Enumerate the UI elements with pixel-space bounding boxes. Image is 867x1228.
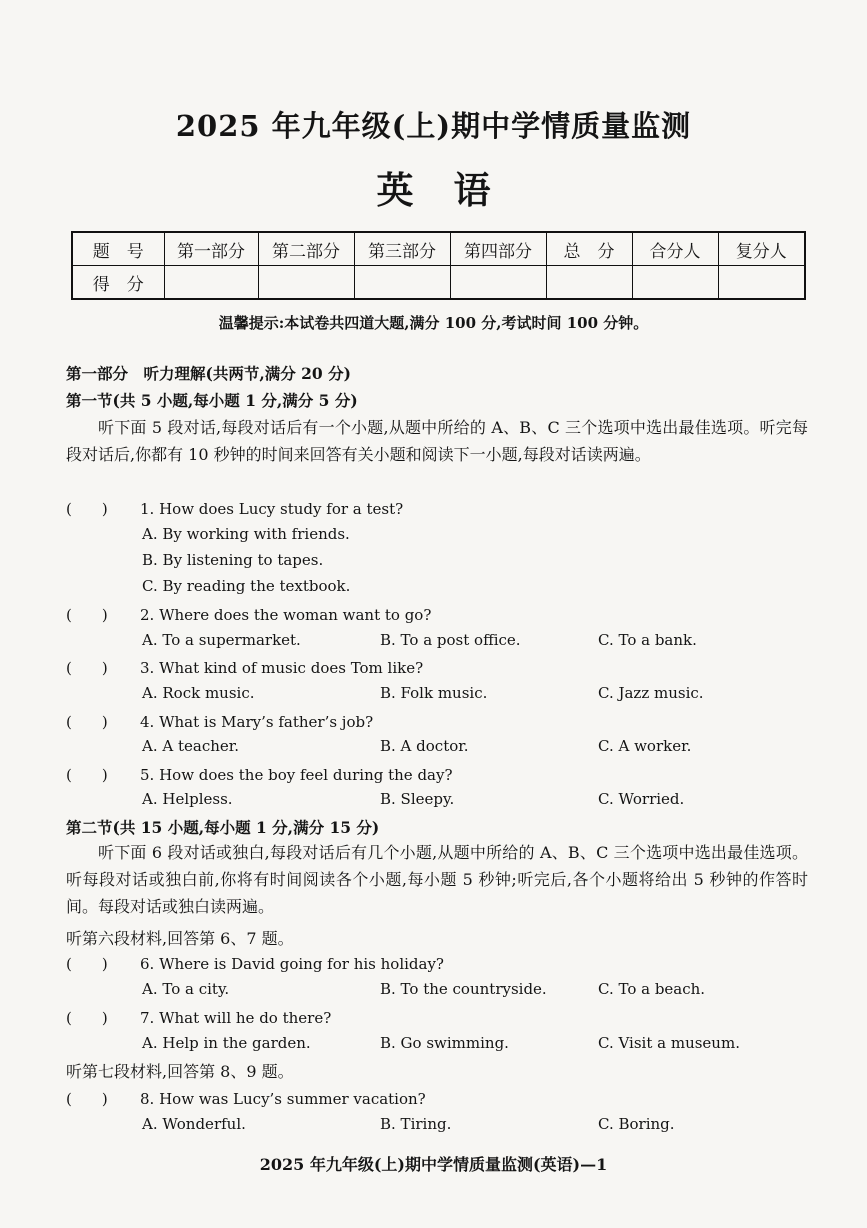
score-input-cell[interactable] bbox=[632, 266, 718, 300]
answer-blank[interactable]: ( ) bbox=[66, 606, 108, 624]
score-input-cell[interactable] bbox=[354, 266, 450, 300]
section1-instruction: 听下面 5 段对话,每段对话后有一个小题,从题中所给的 A、B、C 三个选项中选出最佳选项。听完每段对话后,你都有 10 秒钟的时间来回答有关小题和阅读下一小题,每段对话读两遍。 bbox=[66, 418, 808, 464]
question-3 bbox=[66, 657, 423, 678]
answer-blank[interactable]: ( ) bbox=[66, 659, 108, 677]
page-footer: 2025 年九年级(上)期中学情质量监测(英语)—1 bbox=[259, 1155, 608, 1174]
option-a: A. By working with friends. bbox=[142, 525, 350, 543]
question-stem: 3. What kind of music does Tom like? bbox=[140, 659, 424, 677]
score-table-header-row bbox=[72, 232, 805, 266]
option-c: C. To a bank. bbox=[598, 631, 697, 649]
answer-blank[interactable]: ( ) bbox=[66, 766, 108, 784]
score-table-cell: 题 号 bbox=[72, 232, 164, 266]
question-7 bbox=[66, 1007, 331, 1028]
score-table-score-row bbox=[72, 266, 805, 300]
option-b: B. Sleepy. bbox=[380, 790, 455, 808]
exam-title: 2025 年九年级(上)期中学情质量监测 bbox=[175, 109, 692, 143]
score-input-cell[interactable] bbox=[258, 266, 354, 300]
answer-blank[interactable]: ( ) bbox=[66, 1090, 108, 1108]
score-table-cell: 合分人 bbox=[632, 232, 718, 266]
exam-tip: 温馨提示:本试卷共四道大题,满分 100 分,考试时间 100 分钟。 bbox=[218, 314, 649, 332]
option-a: A. Helpless. bbox=[142, 790, 233, 808]
score-table-cell: 第二部分 bbox=[258, 232, 354, 266]
question-8 bbox=[66, 1088, 426, 1109]
section1-heading: 第一节(共 5 小题,每小题 1 分,满分 5 分) bbox=[66, 391, 358, 410]
question-stem: 1. How does Lucy study for a test? bbox=[140, 500, 404, 518]
score-table-cell: 第一部分 bbox=[164, 232, 258, 266]
score-table-cell: 复分人 bbox=[718, 232, 805, 266]
option-c: C. Jazz music. bbox=[598, 684, 704, 702]
score-table-cell: 第三部分 bbox=[354, 232, 450, 266]
option-b: B. To the countryside. bbox=[380, 980, 547, 998]
score-table-cell: 第四部分 bbox=[450, 232, 546, 266]
option-c: C. Boring. bbox=[598, 1115, 675, 1133]
option-a: A. To a supermarket. bbox=[142, 631, 301, 649]
question-stem: 6. Where is David going for his holiday? bbox=[140, 955, 444, 973]
question-2 bbox=[66, 604, 431, 625]
option-b: B. Tiring. bbox=[380, 1115, 452, 1133]
question-stem: 5. How does the boy feel during the day? bbox=[140, 766, 453, 784]
subject-title: 英语 bbox=[376, 168, 531, 212]
option-a: A. To a city. bbox=[142, 980, 230, 998]
option-c: C. To a beach. bbox=[598, 980, 706, 998]
question-stem: 4. What is Mary’s father’s job? bbox=[140, 713, 374, 731]
material-7-instruction: 听第七段材料,回答第 8、9 题。 bbox=[66, 1062, 294, 1081]
option-a: A. Wonderful. bbox=[142, 1115, 246, 1133]
material-6-instruction: 听第六段材料,回答第 6、7 题。 bbox=[66, 929, 294, 948]
option-c: C. By reading the textbook. bbox=[142, 577, 351, 595]
option-c: C. Visit a museum. bbox=[598, 1034, 740, 1052]
answer-blank[interactable]: ( ) bbox=[66, 1009, 108, 1027]
part1-heading: 第一部分 听力理解(共两节,满分 20 分) bbox=[66, 364, 351, 383]
question-6 bbox=[66, 953, 444, 974]
option-b: B. A doctor. bbox=[380, 737, 469, 755]
option-b: B. Go swimming. bbox=[380, 1034, 509, 1052]
score-table-cell: 总 分 bbox=[546, 232, 632, 266]
option-a: A. Help in the garden. bbox=[142, 1034, 311, 1052]
score-table bbox=[71, 231, 806, 300]
answer-blank[interactable]: ( ) bbox=[66, 713, 108, 731]
score-input-cell[interactable] bbox=[450, 266, 546, 300]
section2-heading: 第二节(共 15 小题,每小题 1 分,满分 15 分) bbox=[66, 818, 380, 837]
section2-instruction: 听下面 6 段对话或独白,每段对话后有几个小题,从题中所给的 A、B、C 三个选项中选出最佳选项。听每段对话或独白前,你将有时间阅读各个小题,每小题 5 秒钟;听完后,各个小题将给出 5 秒钟的作答时间。每段对话或独白读两遍。 bbox=[66, 843, 808, 916]
question-5 bbox=[66, 764, 453, 785]
question-4 bbox=[66, 711, 373, 732]
answer-blank[interactable]: ( ) bbox=[66, 500, 108, 518]
question-stem: 7. What will he do there? bbox=[140, 1009, 332, 1027]
question-1 bbox=[66, 498, 403, 519]
option-a: A. Rock music. bbox=[142, 684, 255, 702]
score-input-cell[interactable] bbox=[164, 266, 258, 300]
option-b: B. Folk music. bbox=[380, 684, 488, 702]
question-stem: 2. Where does the woman want to go? bbox=[140, 606, 432, 624]
score-input-cell[interactable] bbox=[718, 266, 805, 300]
option-c: C. A worker. bbox=[598, 737, 692, 755]
option-b: B. By listening to tapes. bbox=[142, 551, 324, 569]
option-b: B. To a post office. bbox=[380, 631, 521, 649]
option-a: A. A teacher. bbox=[142, 737, 240, 755]
question-stem: 8. How was Lucy’s summer vacation? bbox=[140, 1090, 426, 1108]
answer-blank[interactable]: ( ) bbox=[66, 955, 108, 973]
option-c: C. Worried. bbox=[598, 790, 685, 808]
score-input-cell[interactable] bbox=[546, 266, 632, 300]
score-table-cell: 得 分 bbox=[72, 266, 164, 300]
